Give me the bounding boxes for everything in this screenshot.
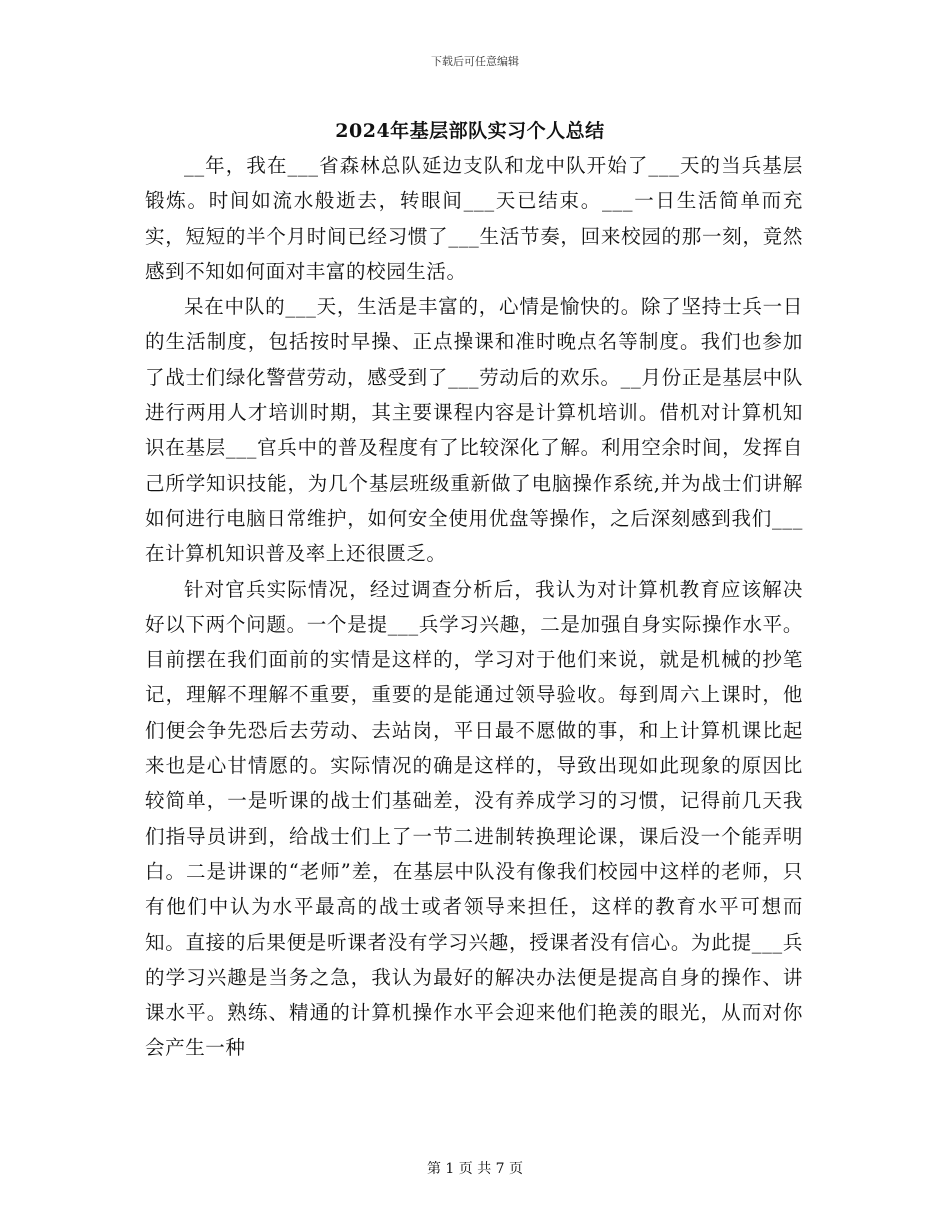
document-body — [145, 148, 803, 1066]
header-note: 下载后可任意编辑 — [431, 55, 519, 68]
paragraph-3: 针对官兵实际情况，经过调查分析后，我认为对计算机教育应该解决好以下两个问题。一个是提___兵学习兴趣，二是加强自身实际操作水平。目前摆在我们面前的实情是这样的，学习对于他们来说，就是机械的抄笔记，理解不理解不重要，重要的是能通过领导验收。每到周六上课时，他们便会争先恐后去劳动、去站岗，平日最不愿做的事，和上计算机课比起来也是心甘情愿的。实际情况的确是这样的，导致出现如此现象的原因比较简单，一是听课的战士们基础差，没有养成学习的习惯，记得前几天我们指导员讲到，给战士们上了一节二进制转换理论课，课后没一个能弄明白。二是讲课的“老师”差，在基层中队没有像我们校园中这样的老师，只有他们中认为水平最高的战士或者领导来担任，这样的教育水平可想而知。直接的后果便是听课者没有学习兴趣，授课者没有信心。为此提___兵的学习兴趣是当务之急，我认为最好的解决办法便是提高自身的操作、讲课水平。熟练、精通的计算机操作水平会迎来他们艳羡的眼光，从而对你会产生一种 — [145, 577, 803, 1060]
paragraph-1: __年，我在___省森林总队延边支队和龙中队开始了___天的当兵基层锻炼。时间如流水般逝去，转眼间___天已结束。___一日生活简单而充实，短短的半个月时间已经习惯了___生活节奏，回来校园的那一刻，竟然感到不知如何面对丰富的校园生活。 — [145, 154, 803, 283]
document-title: 2024年基层部队实习个人总结 — [335, 120, 605, 142]
page-indicator: 第 1 页 共 7 页 — [426, 1161, 524, 1177]
paragraph-2: 呆在中队的___天，生活是丰富的，心情是愉快的。除了坚持士兵一日的生活制度，包括按时早操、正点操课和准时晚点名等制度。我们也参加了战士们绿化警营劳动，感受到了___劳动后的欢乐。__月份正是基层中队进行两用人才培训时期，其主要课程内容是计算机培训。借机对计算机知识在基层___官兵中的普及程度有了比较深化了解。利用空余时间，发挥自己所学知识技能，为几个基层班级重新做了电脑操作系统,并为战士们讲解如何进行电脑日常维护，如何安全使用优盘等操作，之后深刻感到我们___在计算机知识普及率上还很匮乏。 — [145, 295, 803, 566]
